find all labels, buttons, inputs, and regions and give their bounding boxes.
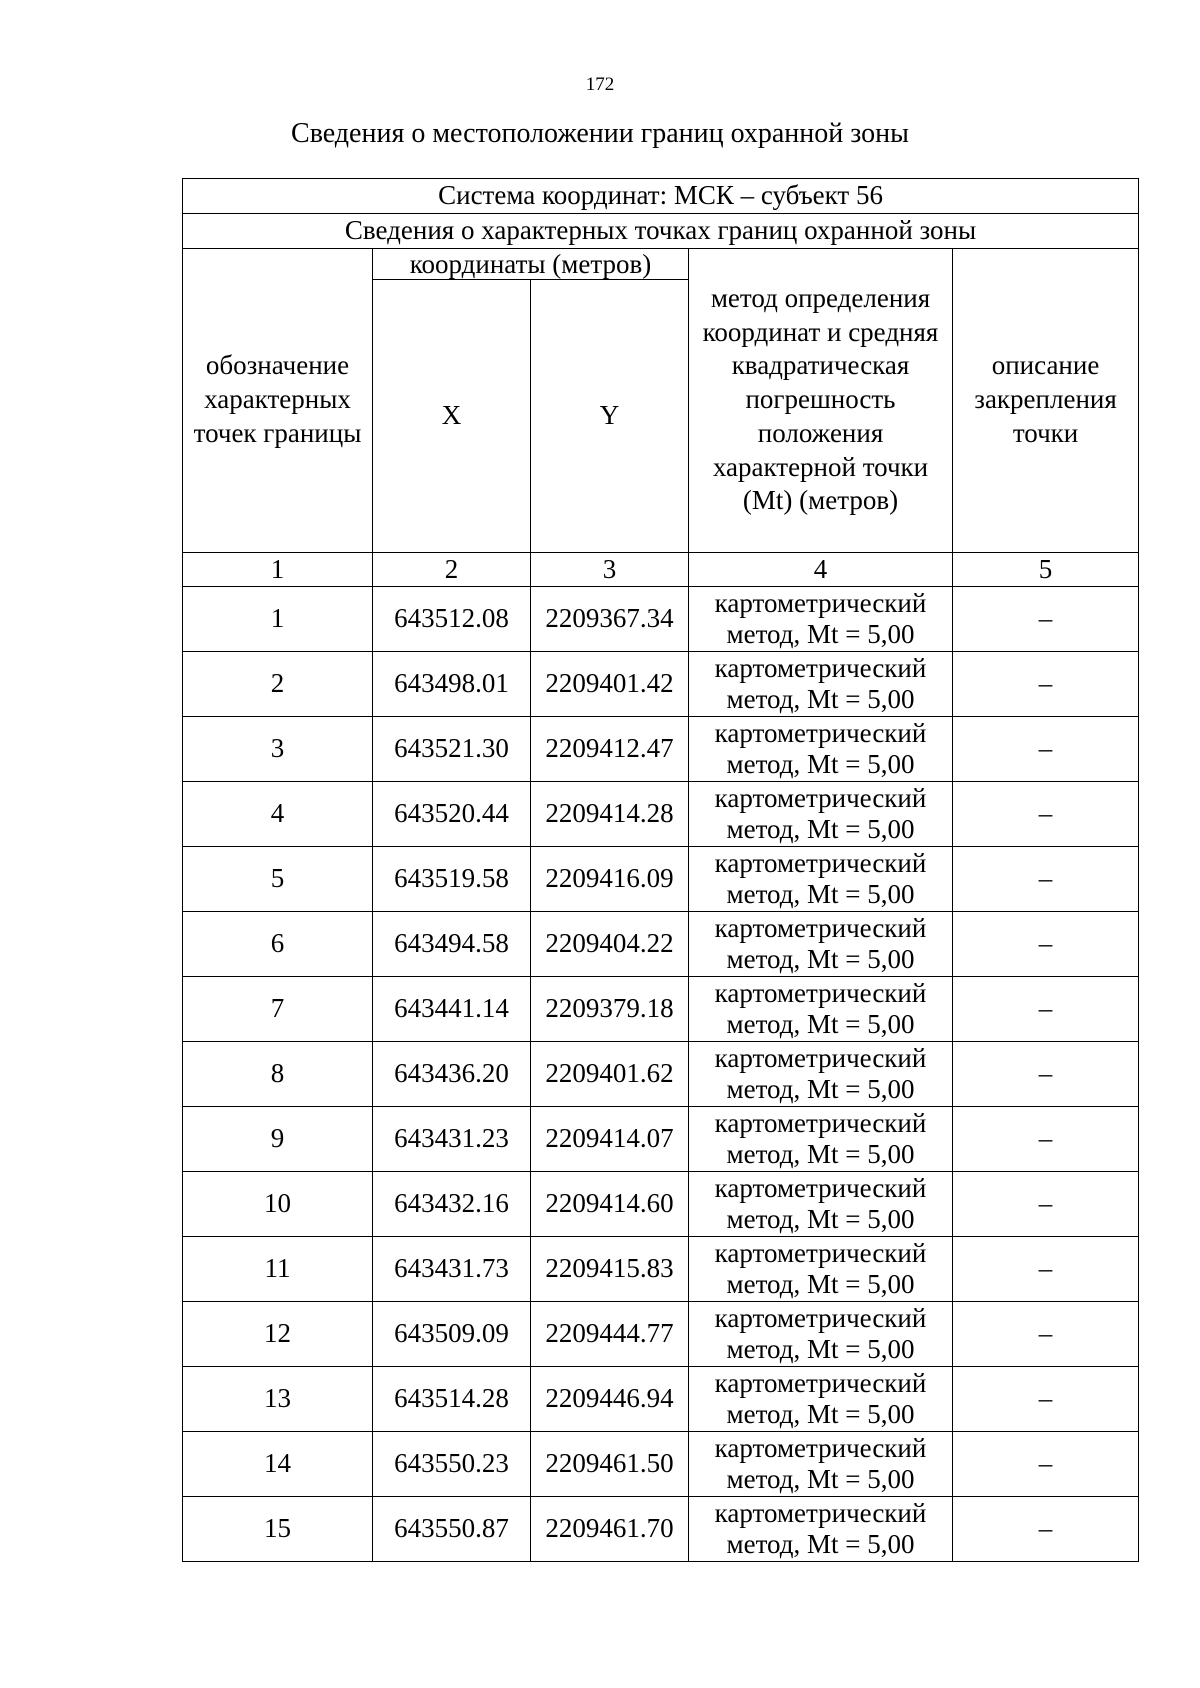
- method-line-1: картометрический: [714, 718, 927, 749]
- y-cell: 2209415.83: [531, 1237, 689, 1302]
- column-number: 2: [373, 552, 531, 587]
- y-cell: 2209367.34: [531, 587, 689, 652]
- description-cell: –: [953, 587, 1139, 652]
- method-line-2: метод, Mt = 5,00: [726, 1139, 915, 1170]
- method-cell: [689, 652, 953, 717]
- table-row: [183, 1172, 1139, 1237]
- description-cell: –: [953, 1497, 1139, 1562]
- description-cell: –: [953, 1432, 1139, 1497]
- point-cell: 6: [183, 912, 373, 977]
- coordinate-system-row: [183, 179, 1139, 214]
- table-row: [183, 1432, 1139, 1497]
- x-cell: 643494.58: [373, 912, 531, 977]
- x-cell: 643550.23: [373, 1432, 531, 1497]
- header-y: Y: [531, 279, 689, 552]
- x-cell: 643509.09: [373, 1302, 531, 1367]
- method-line-1: картометрический: [714, 1303, 927, 1334]
- x-cell: 643519.58: [373, 847, 531, 912]
- header-description: описание закрепления точки: [953, 248, 1139, 552]
- method-line-2: метод, Mt = 5,00: [726, 1399, 915, 1430]
- method-line-2: метод, Mt = 5,00: [726, 1334, 915, 1365]
- page-number: 172: [585, 74, 615, 95]
- point-cell: 14: [183, 1432, 373, 1497]
- description-cell: –: [953, 1367, 1139, 1432]
- method-cell: [689, 977, 953, 1042]
- y-cell: 2209446.94: [531, 1367, 689, 1432]
- point-cell: 13: [183, 1367, 373, 1432]
- y-cell: 2209401.42: [531, 652, 689, 717]
- column-numbers-row: [183, 552, 1139, 587]
- y-cell: 2209414.07: [531, 1107, 689, 1172]
- method-line-2: метод, Mt = 5,00: [726, 749, 915, 780]
- method-line-2: метод, Mt = 5,00: [726, 1269, 915, 1300]
- header-method: метод определения координат и средняя квадратическая погрешность положения характерной точки (Mt) (метров): [689, 248, 953, 552]
- table-row: [183, 587, 1139, 652]
- point-cell: 5: [183, 847, 373, 912]
- point-cell: 3: [183, 717, 373, 782]
- method-line-1: картометрический: [714, 1043, 927, 1074]
- point-cell: 10: [183, 1172, 373, 1237]
- method-cell: [689, 912, 953, 977]
- points-info-cell: Сведения о характерных точках границ охранной зоны: [183, 213, 1139, 248]
- points-info-row: [183, 213, 1139, 248]
- method-cell: [689, 847, 953, 912]
- x-cell: 643521.30: [373, 717, 531, 782]
- method-cell: [689, 782, 953, 847]
- method-cell: [689, 1042, 953, 1107]
- y-cell: 2209379.18: [531, 977, 689, 1042]
- x-cell: 643436.20: [373, 1042, 531, 1107]
- y-cell: 2209414.28: [531, 782, 689, 847]
- method-line-1: картометрический: [714, 1368, 927, 1399]
- method-line-2: метод, Mt = 5,00: [726, 684, 915, 715]
- y-cell: 2209461.50: [531, 1432, 689, 1497]
- method-cell: [689, 1172, 953, 1237]
- x-cell: 643431.73: [373, 1237, 531, 1302]
- column-number: 5: [953, 552, 1139, 587]
- method-cell: [689, 1432, 953, 1497]
- point-cell: 12: [183, 1302, 373, 1367]
- method-line-2: метод, Mt = 5,00: [726, 944, 915, 975]
- method-line-2: метод, Mt = 5,00: [726, 1464, 915, 1495]
- table-row: [183, 977, 1139, 1042]
- description-cell: –: [953, 717, 1139, 782]
- method-line-1: картометрический: [714, 1173, 927, 1204]
- method-line-1: картометрический: [714, 1238, 927, 1269]
- table-row: [183, 1302, 1139, 1367]
- header-coordinates: координаты (метров): [373, 248, 689, 279]
- table-row: [183, 652, 1139, 717]
- x-cell: 643520.44: [373, 782, 531, 847]
- method-cell: [689, 1497, 953, 1562]
- method-line-1: картометрический: [714, 978, 927, 1009]
- header-x: X: [373, 279, 531, 552]
- method-line-2: метод, Mt = 5,00: [726, 619, 915, 650]
- description-cell: –: [953, 1042, 1139, 1107]
- y-cell: 2209404.22: [531, 912, 689, 977]
- description-cell: –: [953, 1107, 1139, 1172]
- method-line-2: метод, Mt = 5,00: [726, 1204, 915, 1235]
- table-row: [183, 1367, 1139, 1432]
- y-cell: 2209412.47: [531, 717, 689, 782]
- table-row: [183, 1042, 1139, 1107]
- y-cell: 2209444.77: [531, 1302, 689, 1367]
- y-cell: 2209401.62: [531, 1042, 689, 1107]
- x-cell: 643431.23: [373, 1107, 531, 1172]
- description-cell: –: [953, 912, 1139, 977]
- method-line-1: картометрический: [714, 1433, 927, 1464]
- x-cell: 643432.16: [373, 1172, 531, 1237]
- method-cell: [689, 587, 953, 652]
- header-point: обозначение характерных точек границы: [183, 248, 373, 552]
- point-cell: 15: [183, 1497, 373, 1562]
- method-line-1: картометрический: [714, 783, 927, 814]
- point-cell: 2: [183, 652, 373, 717]
- point-cell: 8: [183, 1042, 373, 1107]
- header-row: [183, 248, 1139, 279]
- table-row: [183, 717, 1139, 782]
- method-line-2: метод, Mt = 5,00: [726, 814, 915, 845]
- description-cell: –: [953, 1302, 1139, 1367]
- column-number: 1: [183, 552, 373, 587]
- description-cell: –: [953, 847, 1139, 912]
- method-line-1: картометрический: [714, 1108, 927, 1139]
- method-cell: [689, 1107, 953, 1172]
- method-line-1: картометрический: [714, 588, 927, 619]
- document-title: Сведения о местоположении границ охранной зоны: [291, 118, 909, 149]
- method-line-2: метод, Mt = 5,00: [726, 1009, 915, 1040]
- method-line-2: метод, Mt = 5,00: [726, 879, 915, 910]
- point-cell: 9: [183, 1107, 373, 1172]
- description-cell: –: [953, 782, 1139, 847]
- y-cell: 2209414.60: [531, 1172, 689, 1237]
- coordinates-table: [182, 178, 1139, 1562]
- column-number: 3: [531, 552, 689, 587]
- x-cell: 643514.28: [373, 1367, 531, 1432]
- description-cell: –: [953, 652, 1139, 717]
- table-row: [183, 782, 1139, 847]
- x-cell: 643441.14: [373, 977, 531, 1042]
- method-line-1: картометрический: [714, 848, 927, 879]
- description-cell: –: [953, 1237, 1139, 1302]
- method-line-1: картометрический: [714, 653, 927, 684]
- table-row: [183, 1107, 1139, 1172]
- method-line-2: метод, Mt = 5,00: [726, 1074, 915, 1105]
- point-cell: 1: [183, 587, 373, 652]
- point-cell: 4: [183, 782, 373, 847]
- x-cell: 643512.08: [373, 587, 531, 652]
- table-row: [183, 847, 1139, 912]
- description-cell: –: [953, 1172, 1139, 1237]
- x-cell: 643550.87: [373, 1497, 531, 1562]
- method-line-1: картометрический: [714, 1498, 927, 1529]
- method-line-2: метод, Mt = 5,00: [726, 1529, 915, 1560]
- method-cell: [689, 1367, 953, 1432]
- table-row: [183, 1237, 1139, 1302]
- x-cell: 643498.01: [373, 652, 531, 717]
- table-row: [183, 1497, 1139, 1562]
- point-cell: 7: [183, 977, 373, 1042]
- method-cell: [689, 1302, 953, 1367]
- y-cell: 2209461.70: [531, 1497, 689, 1562]
- point-cell: 11: [183, 1237, 373, 1302]
- table-row: [183, 912, 1139, 977]
- description-cell: –: [953, 977, 1139, 1042]
- coordinate-system-cell: Система координат: МСК – субъект 56: [183, 179, 1139, 214]
- y-cell: 2209416.09: [531, 847, 689, 912]
- method-cell: [689, 717, 953, 782]
- method-line-1: картометрический: [714, 913, 927, 944]
- column-number: 4: [689, 552, 953, 587]
- method-cell: [689, 1237, 953, 1302]
